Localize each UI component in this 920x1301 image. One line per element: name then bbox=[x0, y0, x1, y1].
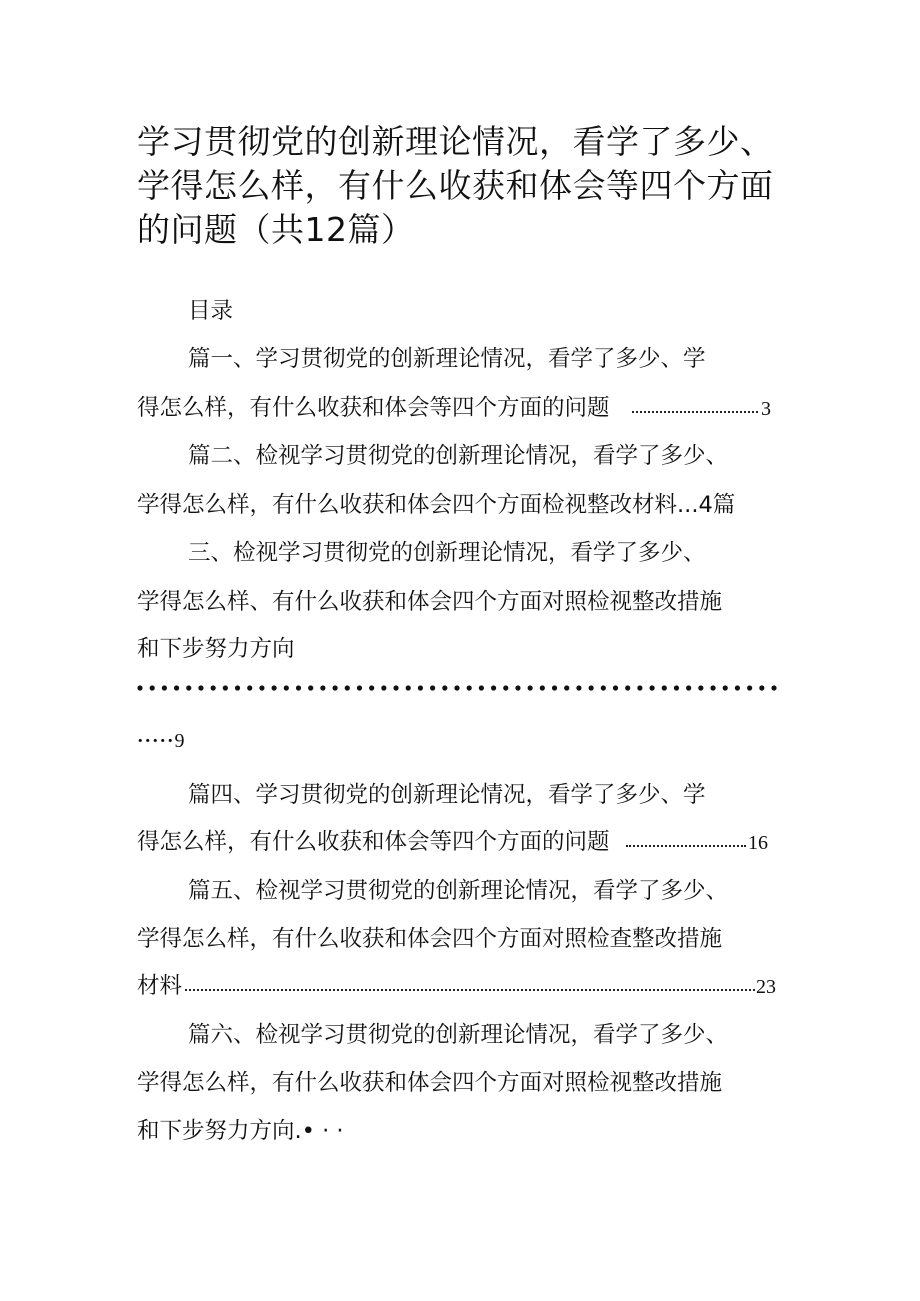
leader-dot bbox=[564, 685, 569, 690]
leader-dot bbox=[345, 685, 350, 690]
leader-dot bbox=[710, 685, 715, 690]
leader-dot bbox=[589, 685, 594, 690]
toc-entry-5-page[interactable]: 23 bbox=[756, 976, 776, 998]
leader-dot bbox=[150, 685, 155, 690]
document-title bbox=[137, 120, 777, 252]
toc-entry-3-line-1[interactable]: 三、检视学习贯彻党的创新理论情况，看学了多少、 bbox=[188, 540, 706, 566]
leader-dot bbox=[467, 685, 472, 690]
toc-entry-3-leader-dots bbox=[137, 678, 777, 698]
leader-dot bbox=[601, 685, 606, 690]
leader-dot bbox=[381, 685, 386, 690]
toc-entry-4-page[interactable]: 16 bbox=[748, 832, 768, 854]
leader-dot bbox=[552, 685, 557, 690]
toc-entry-6-line-3[interactable] bbox=[137, 1116, 344, 1146]
toc-entry-6-line-3-text: 和下步努力方向. bbox=[137, 1118, 302, 1144]
leader-dot bbox=[393, 685, 398, 690]
leader-dot bbox=[272, 685, 277, 690]
leader-dot bbox=[357, 685, 362, 690]
toc-entry-4-line-1[interactable]: 篇四、学习贯彻党的创新理论情况，看学了多少、学 bbox=[188, 782, 706, 808]
leader-dot bbox=[162, 685, 167, 690]
toc-entry-5-line-3[interactable]: 材料 bbox=[137, 973, 183, 999]
toc-entry-3-line-3[interactable]: 和下步努力方向 bbox=[137, 636, 295, 662]
leader-dot bbox=[369, 685, 374, 690]
toc-entry-5-line-1[interactable]: 篇五、检视学习贯彻党的创新理论情况，看学了多少、 bbox=[188, 878, 729, 904]
leader-dot bbox=[430, 685, 435, 690]
leader-dot bbox=[137, 685, 142, 690]
leader-dot bbox=[540, 685, 545, 690]
toc-entry-1-line-2[interactable]: 得怎么样，有什么收获和体会等四个方面的问题 bbox=[137, 395, 610, 421]
toc-entry-6-line-1[interactable]: 篇六、检视学习贯彻党的创新理论情况，看学了多少、 bbox=[188, 1022, 729, 1048]
leader-dot bbox=[247, 685, 252, 690]
leader-dot bbox=[649, 685, 654, 690]
toc-entry-6-line-2[interactable]: 学得怎么样，有什么收获和体会四个方面对照检视整改措施 bbox=[137, 1070, 723, 1096]
leader-dot bbox=[259, 685, 264, 690]
toc-entry-5-line-2[interactable]: 学得怎么样，有什么收获和体会四个方面对照检查整改措施 bbox=[137, 926, 723, 952]
leader-dot bbox=[662, 685, 667, 690]
toc-entry-6-trailing-dots: • · · bbox=[301, 1118, 344, 1144]
toc-entry-3-page-row[interactable] bbox=[137, 730, 184, 750]
leader-dot bbox=[637, 685, 642, 690]
leader-dot bbox=[479, 685, 484, 690]
toc-entry-2-line-2-text: 学得怎么样，有什么收获和体会四个方面检视整改材料 bbox=[137, 492, 678, 518]
leader-dot bbox=[674, 685, 679, 690]
title-line-2: 学得怎么样，有什么收获和体会等四个方面 bbox=[137, 166, 774, 205]
leader-dot bbox=[491, 685, 496, 690]
toc-entry-1-page[interactable]: 3 bbox=[761, 398, 771, 420]
leader-dot bbox=[759, 685, 764, 690]
leader-dot bbox=[515, 685, 520, 690]
leader-dot bbox=[223, 685, 228, 690]
toc-entry-4-leader bbox=[626, 845, 746, 847]
leader-dot bbox=[442, 685, 447, 690]
leader-dot bbox=[625, 685, 630, 690]
leader-dot bbox=[686, 685, 691, 690]
toc-entry-2-line-1[interactable]: 篇二、检视学习贯彻党的创新理论情况，看学了多少、 bbox=[188, 443, 729, 469]
leader-dot bbox=[235, 685, 240, 690]
toc-entry-1-leader bbox=[632, 411, 758, 413]
leader-dot bbox=[296, 685, 301, 690]
leader-dot bbox=[771, 685, 776, 690]
leader-dot bbox=[698, 685, 703, 690]
leader-dot bbox=[576, 685, 581, 690]
toc-entry-3-page: 9 bbox=[174, 730, 185, 752]
toc-entry-4-line-2[interactable]: 得怎么样，有什么收获和体会等四个方面的问题 bbox=[137, 829, 610, 855]
leader-dot bbox=[418, 685, 423, 690]
leader-dot bbox=[723, 685, 728, 690]
toc-entry-5-leader bbox=[185, 989, 755, 991]
leader-dot bbox=[613, 685, 618, 690]
toc-heading: 目录 bbox=[188, 298, 234, 324]
leader-dot bbox=[406, 685, 411, 690]
leader-dot bbox=[503, 685, 508, 690]
toc-entry-3-line-2[interactable]: 学得怎么样、有什么收获和体会四个方面对照检视整改措施 bbox=[137, 589, 723, 615]
title-line-3: 的问题（共12篇） bbox=[137, 210, 415, 249]
title-line-1: 学习贯彻党的创新理论情况，看学了多少、 bbox=[137, 122, 774, 161]
leader-dot bbox=[747, 685, 752, 690]
leader-dot bbox=[284, 685, 289, 690]
toc-entry-3-small-dots: ••••• bbox=[137, 734, 175, 748]
leader-dot bbox=[174, 685, 179, 690]
leader-dot bbox=[528, 685, 533, 690]
leader-dot bbox=[186, 685, 191, 690]
toc-entry-2-page: ...4篇 bbox=[677, 492, 736, 518]
leader-dot bbox=[735, 685, 740, 690]
leader-dot bbox=[454, 685, 459, 690]
leader-dot bbox=[308, 685, 313, 690]
toc-entry-2-line-2[interactable] bbox=[137, 490, 735, 520]
toc-entry-1-line-1[interactable]: 篇一、学习贯彻党的创新理论情况，看学了多少、学 bbox=[188, 346, 706, 372]
leader-dot bbox=[198, 685, 203, 690]
leader-dot bbox=[332, 685, 337, 690]
leader-dot bbox=[211, 685, 216, 690]
leader-dot bbox=[320, 685, 325, 690]
